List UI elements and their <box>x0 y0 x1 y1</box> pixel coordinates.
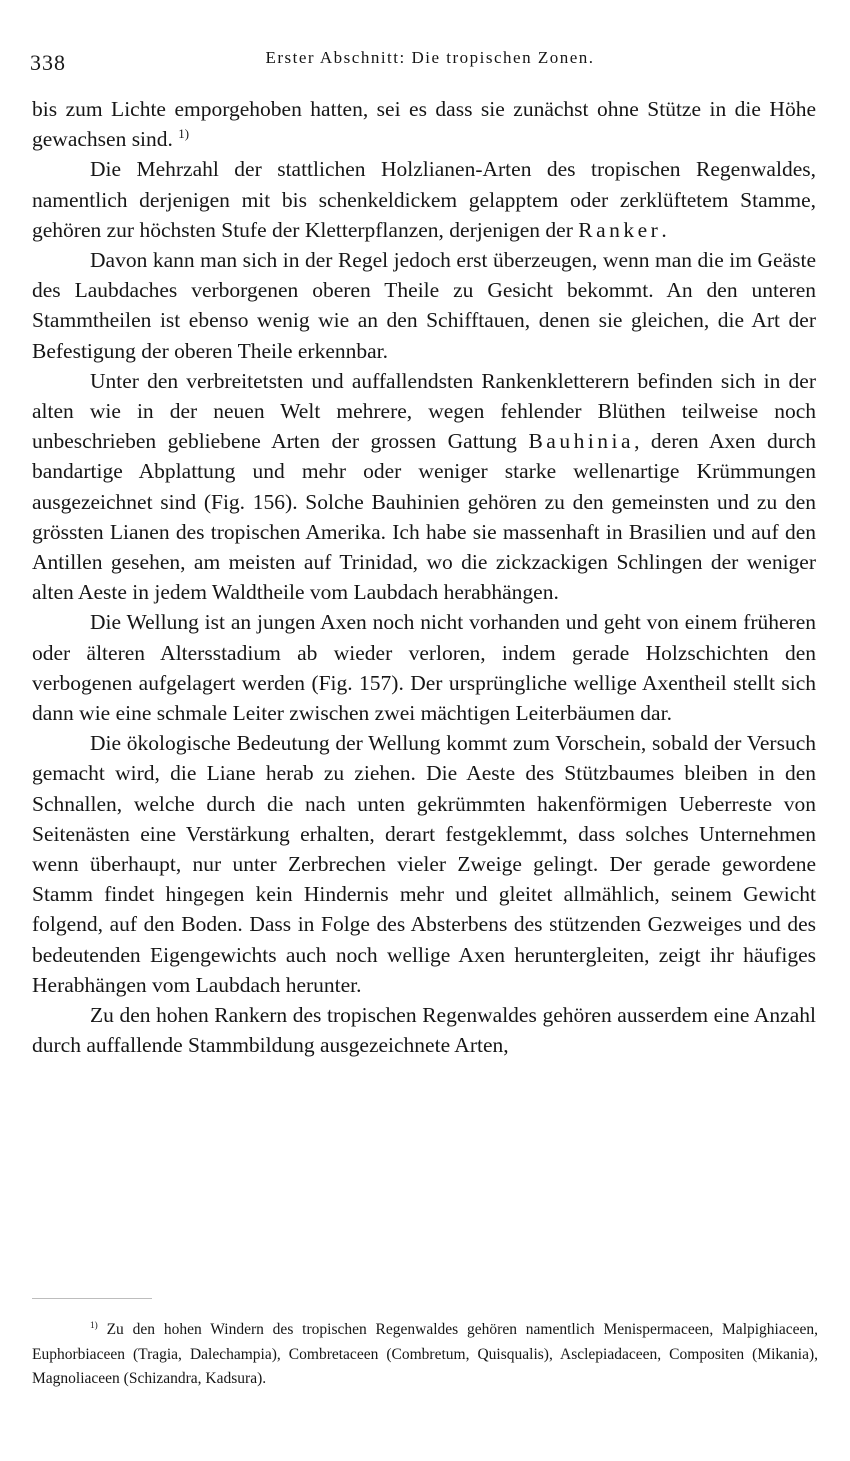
paragraph-1 <box>32 94 816 154</box>
term-bauhinia: Bauhinia <box>528 429 635 454</box>
body-text <box>32 94 816 1061</box>
paragraph-4-text-b: , deren Axen durch bandartige Abplattung und mehr oder weniger starke wellenartige Krümmungen ausgezeichnet sind (Fig. 156). Solche Bauhinien gehören zu den gemeinsten und zu den grössten Lianen des tropischen Amerika. Ich habe sie massenhaft in Brasilien und auf den Antillen gesehen, am meisten auf Trinidad, wo die zickzackigen Schlingen der weniger alten Aeste in jedem Waldtheile vom Laubdach herabhängen. <box>32 429 816 605</box>
term-ranker: Ranker <box>578 217 662 242</box>
paragraph-3: Davon kann man sich in der Regel jedoch erst überzeugen, wenn man die im Geäste des Laubdaches verborgenen oberen Theile zu Gesicht bekommt. An den unteren Stammtheilen ist ebenso wenig wie an den Schifftauen, denen sie gleichen, die Art der Befestigung der oberen Theile erkennbar. <box>32 248 816 363</box>
paragraph-4 <box>32 366 816 608</box>
footnote-text: Zu den hohen Windern des tropischen Regenwaldes gehören namentlich Menispermaceen, Malpighiaceen, Euphorbiaceen (Tragia, Dalechampia), Combretaceen (Combretum, Quisqualis), Asclepiadaceen, Compositen (Mikania), Magnoliaceen (Schizandra, Kadsura). <box>32 1321 819 1387</box>
footnote-reference: 1) <box>178 127 190 142</box>
paragraph-2-end: . <box>661 217 667 242</box>
running-head: Erster Abschnitt: Die tropischen Zonen. <box>265 48 595 67</box>
footnote-divider <box>32 1298 152 1299</box>
paragraph-4-text-a: Unter den verbreitetsten und auffallendsten Rankenkletterern befinden sich in der alten wie in der neuen Welt mehrere, wegen fehlender Blüthen teilweise noch unbeschrieben gebliebene Arten der grossen Gattung <box>32 368 816 454</box>
paragraph-1-text: bis zum Lichte emporgehoben hatten, sei es dass sie zunächst ohne Stütze in die Höhe gewachsen sind. <box>32 97 816 152</box>
paragraph-5: Die Wellung ist an jungen Axen noch nicht vorhanden und geht von einem früheren oder älteren Altersstadium ab wieder verloren, indem gerade Holzschichten den verbogenen aufgelagert werden (Fig. 157). Der ursprüngliche wellige Axentheil stellt sich dann wie eine schmale Leiter zwischen zwei mächtigen Leiterbäumen dar. <box>32 610 816 726</box>
page-number: 338 <box>30 50 66 75</box>
paragraph-7: Zu den hohen Rankern des tropischen Regenwaldes gehören ausserdem eine Anzahl durch auffallende Stammbildung ausgezeichnete Arten, <box>32 1003 816 1058</box>
paragraph-6: Die ökologische Bedeutung der Wellung kommt zum Vorschein, sobald der Versuch gemacht wird, die Liane herab zu ziehen. Die Aeste des Stützbaumes bleiben in den Schnallen, welche durch die nach unten gekrümmten hakenförmigen Ueberreste von Seitenästen eine Verstärkung erhalten, derart festgeklemmt, dass solches Unternehmen wenn überhaupt, nur unter Zerbrechen vieler Zweige gelingt. Der gerade gewordene Stamm findet hingegen kein Hindernis mehr und gleitet allmählich, seinem Gewicht folgend, auf den Boden. Dass in Folge des Absterbens des stützenden Gezweiges und des bedeutenden Eigengewichts auch noch wellige Axen heruntergleiten, zeigt ihr häufiges Herabhängen vom Laubdach herunter. <box>32 731 816 997</box>
page-header <box>0 44 850 78</box>
paragraph-2-text: Die Mehrzahl der stattlichen Holzlianen-Arten des tropischen Regenwaldes, namentlich derjenigen mit bis schenkeldickem gelapptem oder zerklüftetem Stamme, gehören zur höchsten Stufe der Kletterpflanzen, derjenigen der <box>32 157 816 242</box>
footnote-marker: 1) <box>90 1320 98 1331</box>
paragraph-2 <box>32 154 816 245</box>
footnote <box>32 1318 818 1392</box>
